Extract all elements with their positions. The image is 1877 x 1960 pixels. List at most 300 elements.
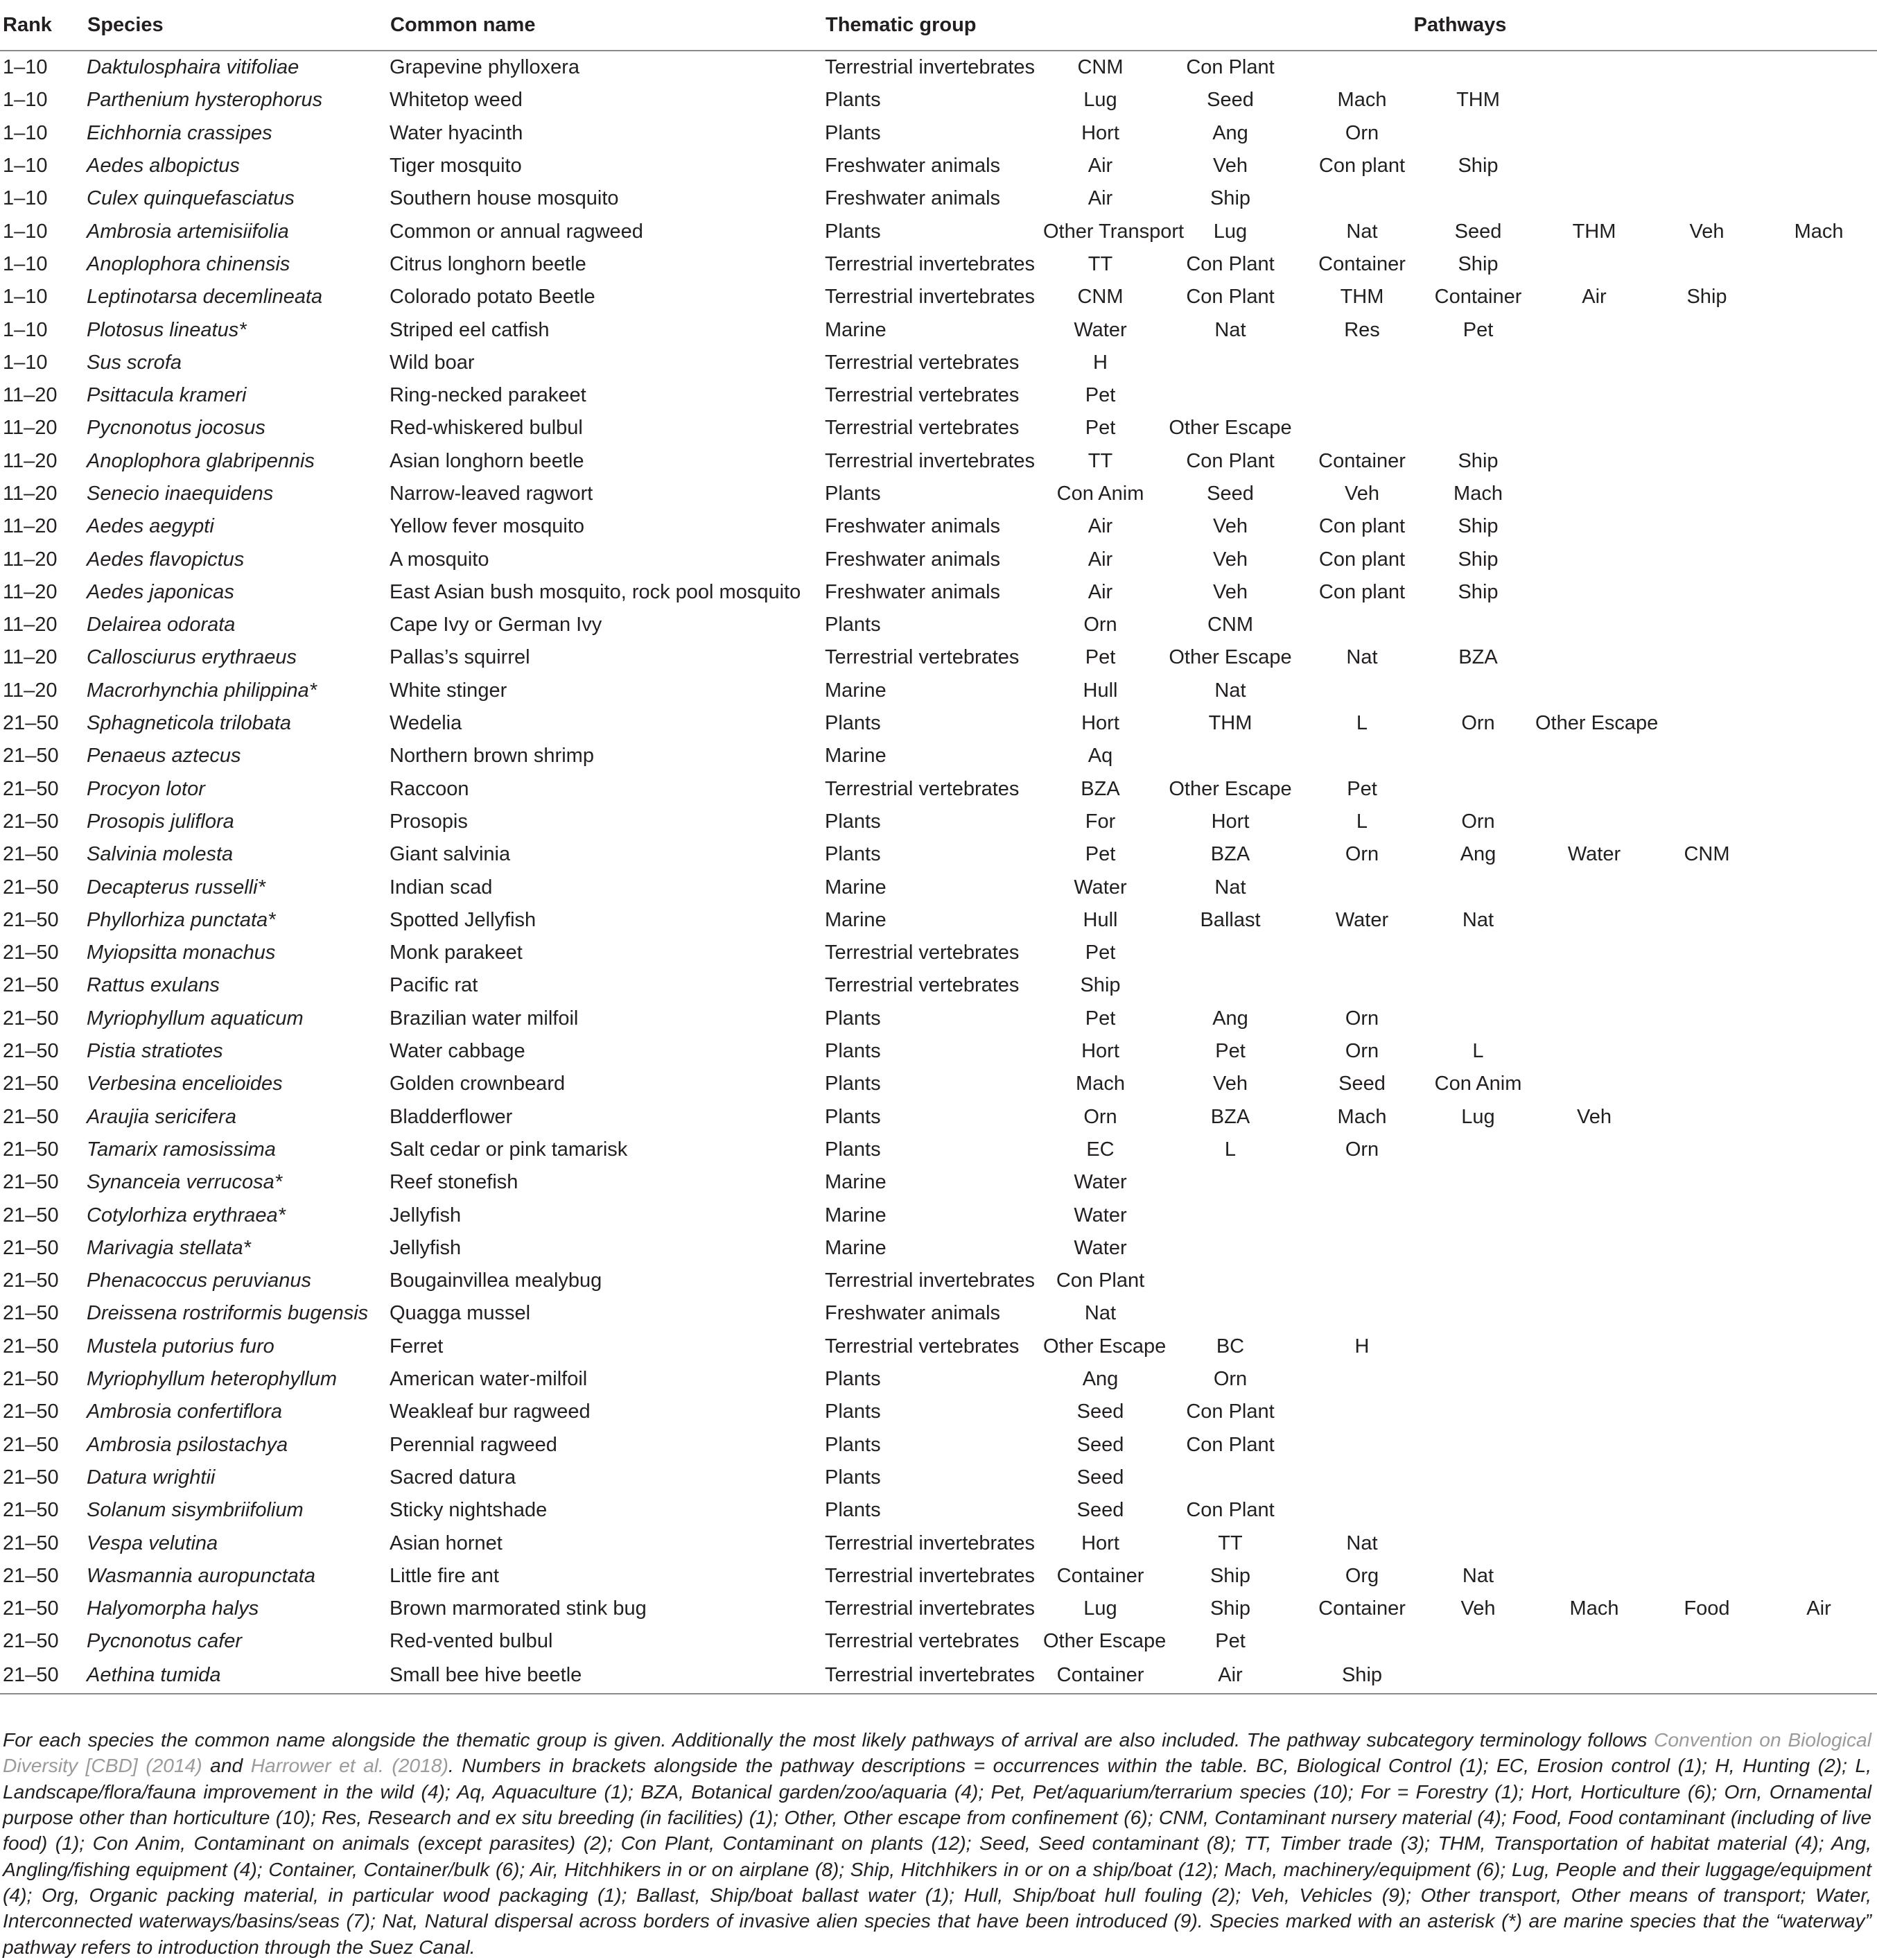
pathway-cell (1653, 1625, 1761, 1658)
pathway-cell (1761, 182, 1877, 215)
common-name-cell: Wedelia (390, 712, 462, 735)
pathway-cell: BZA (1081, 777, 1120, 800)
table-row (0, 117, 1877, 150)
pathway-cell: Hort (1211, 810, 1250, 833)
pathway-cell (1653, 773, 1761, 806)
pathway-cell (1761, 1494, 1877, 1527)
pathway-cell: BC (1216, 1335, 1245, 1358)
pathway-cell (1653, 1199, 1761, 1231)
pathway-cell: Nat (1462, 1564, 1494, 1587)
pathway-cell (1535, 740, 1653, 772)
rank-cell: 21–50 (3, 1499, 59, 1522)
rank-cell: 21–50 (3, 1040, 59, 1063)
pathway-cell: Org (1345, 1564, 1379, 1587)
species-cell: Decapterus russelli* (87, 876, 265, 899)
pathway-cell: Container (1434, 286, 1522, 309)
pathway-cell: CNM (1077, 286, 1124, 309)
thematic-group-cell: Plants (825, 89, 881, 112)
thematic-group-cell: Plants (825, 220, 881, 243)
pathway-cell: Con Plant (1056, 1269, 1145, 1292)
table-row (0, 51, 1877, 84)
pathway-cell: Con plant (1318, 548, 1406, 571)
thematic-group-cell: Marine (825, 745, 887, 767)
pathway-cell: CNM (1077, 56, 1124, 79)
pathway-cell (1761, 1527, 1877, 1559)
rank-cell: 21–50 (3, 1335, 59, 1358)
common-name-cell: Quagga mussel (390, 1302, 531, 1325)
rank-cell: 11–20 (3, 384, 58, 407)
common-name-cell: A mosquito (390, 548, 489, 571)
pathway-cell (1535, 675, 1653, 707)
pathway-cell: Orn (1083, 1105, 1117, 1128)
pathway-cell (1761, 1035, 1877, 1068)
common-name-cell: Red-whiskered bulbul (390, 417, 583, 440)
pathway-cell: Pet (1463, 318, 1494, 341)
pathway-cell (1535, 1462, 1653, 1494)
pathway-cell: TT (1088, 449, 1113, 472)
thematic-group-cell: Terrestrial vertebrates (825, 384, 1020, 407)
footnote-reference-link[interactable]: Convention on Biological Diversity [CBD] (2014) (3, 1728, 1871, 1777)
pathway-cell: Con plant (1318, 515, 1406, 538)
pathway-cell (1421, 675, 1535, 707)
pathway-cell (1535, 379, 1653, 412)
species-cell: Myriophyllum aquaticum (87, 1007, 304, 1030)
pathway-cell: Other Escape (1169, 777, 1292, 800)
pathway-cell: Lug (1461, 1105, 1495, 1128)
pathway-cell: Con Plant (1186, 1400, 1275, 1423)
species-cell: Solanum sisymbriifolium (87, 1499, 304, 1522)
pathway-cell (1761, 84, 1877, 116)
pathway-cell: Pet (1085, 646, 1116, 669)
pathway-cell: Hull (1083, 908, 1118, 931)
pathway-cell (1421, 773, 1535, 806)
pathway-cell (1653, 609, 1761, 641)
table-row (0, 1494, 1877, 1527)
thematic-group-cell: Terrestrial invertebrates (825, 56, 1035, 79)
common-name-cell: Southern house mosquito (390, 187, 619, 210)
thematic-group-cell: Plants (825, 1400, 881, 1423)
table-row (0, 1330, 1877, 1363)
pathway-cell (1535, 84, 1653, 116)
pathway-cell (1761, 871, 1877, 903)
common-name-cell: Indian scad (390, 876, 493, 899)
pathway-cell: Nat (1214, 679, 1246, 702)
pathway-cell (1535, 248, 1653, 281)
table-row (0, 773, 1877, 806)
species-cell: Callosciurus erythraeus (87, 646, 297, 669)
table-row (0, 1199, 1877, 1231)
table-row (0, 313, 1877, 346)
pathway-cell: Hull (1083, 679, 1118, 702)
pathway-cell (1421, 1199, 1535, 1231)
pathway-cell: CNM (1684, 843, 1730, 866)
table-header-row (0, 0, 1877, 51)
rank-cell: 21–50 (0, 1658, 87, 1694)
pathway-cell (1421, 937, 1535, 969)
rank-cell: 21–50 (3, 843, 59, 866)
pathway-cell (1158, 379, 1303, 412)
pathway-cell: Air (1158, 1658, 1303, 1694)
pathway-cell: Hort (1081, 1532, 1119, 1554)
pathway-cell (1653, 1166, 1761, 1199)
pathway-cell (1535, 445, 1653, 478)
species-cell: Wasmannia auropunctata (87, 1564, 315, 1587)
pathway-cell (1303, 1199, 1421, 1231)
rank-cell: 11–20 (3, 580, 58, 603)
thematic-group-cell: Terrestrial vertebrates (825, 1335, 1020, 1358)
pathway-cell: Orn (1345, 843, 1379, 866)
rank-cell: 21–50 (3, 876, 59, 899)
pathway-cell: THM (1340, 286, 1384, 309)
pathway-cell (1421, 1232, 1535, 1265)
pathway-cell: Ship (1210, 1597, 1251, 1620)
pathway-cell: Con Plant (1186, 56, 1275, 79)
thematic-group-cell: Terrestrial vertebrates (825, 942, 1020, 964)
rank-cell: 21–50 (3, 1073, 59, 1095)
pathway-cell: Other Escape (1169, 417, 1292, 440)
pathway-cell (1535, 117, 1653, 150)
table-row (0, 445, 1877, 478)
pathway-cell: Container (1318, 252, 1406, 275)
rank-cell: 21–50 (3, 942, 59, 964)
pathway-cell (1535, 1363, 1653, 1396)
common-name-cell: Ring-necked parakeet (390, 384, 586, 407)
pathway-cell: Ship (1686, 286, 1727, 309)
pathway-cell: Ang (1460, 843, 1496, 866)
pathway-cell (1761, 1625, 1877, 1658)
pathway-cell (1761, 1101, 1877, 1134)
header-pathways: Pathways (1043, 0, 1877, 51)
pathway-cell: Lug (1083, 1597, 1117, 1620)
species-cell: Araujia sericifera (87, 1105, 236, 1128)
pathway-cell (1653, 150, 1761, 182)
thematic-group-cell: Plants (825, 1466, 881, 1489)
pathway-cell: Nat (1346, 220, 1378, 243)
species-cell: Macrorhynchia philippina* (87, 679, 317, 702)
pathway-cell (1421, 1134, 1535, 1166)
table-row (0, 1527, 1877, 1559)
table-row (0, 1134, 1877, 1166)
rank-cell: 1–10 (3, 351, 48, 374)
pathway-cell: Pet (1085, 417, 1116, 440)
pathway-cell (1535, 871, 1653, 903)
table-row (0, 347, 1877, 379)
pathway-cell: Pet (1085, 1007, 1116, 1030)
pathway-cell: Air (1088, 155, 1113, 177)
species-cell: Pistia stratiotes (87, 1040, 223, 1063)
pathway-cell: Water (1335, 908, 1389, 931)
pathway-cell (1761, 1265, 1877, 1297)
pathway-cell: Air (1088, 548, 1113, 571)
common-name-cell: Narrow-leaved ragwort (390, 483, 593, 505)
species-cell: Datura wrightii (87, 1466, 216, 1489)
pathway-cell: Air (1806, 1597, 1831, 1620)
species-cell: Psittacula krameri (87, 384, 247, 407)
pathway-cell (1421, 969, 1535, 1002)
species-cell: Eichhornia crassipes (87, 121, 272, 144)
pathway-cell: H (1354, 1335, 1370, 1358)
thematic-group-cell: Marine (825, 1204, 887, 1226)
pathway-cell (1303, 871, 1421, 903)
pathway-cell (1303, 1625, 1421, 1658)
pathway-cell (1653, 412, 1761, 444)
species-cell: Delairea odorata (87, 614, 236, 636)
rank-cell: 21–50 (3, 974, 59, 997)
common-name-cell: White stinger (390, 679, 507, 702)
pathway-cell: Air (1088, 187, 1113, 210)
table-row (0, 1625, 1877, 1658)
rank-cell: 11–20 (3, 548, 58, 571)
pathway-cell (1421, 182, 1535, 215)
table-row (0, 1232, 1877, 1265)
pathway-cell (1653, 1068, 1761, 1100)
thematic-group-cell: Terrestrial invertebrates (825, 286, 1035, 309)
table-row (0, 1363, 1877, 1396)
pathway-cell (1535, 1297, 1653, 1330)
table-row (0, 1003, 1877, 1035)
pathway-cell (1761, 609, 1877, 641)
pathway-cell (1761, 1428, 1877, 1461)
common-name-cell: Grapevine phylloxera (390, 56, 580, 79)
pathway-cell (1303, 1363, 1421, 1396)
thematic-group-cell: Plants (825, 1073, 881, 1095)
pathway-cell (1653, 904, 1761, 937)
pathway-cell: Seed (1076, 1433, 1124, 1456)
pathway-cell: Veh (1460, 1597, 1496, 1620)
rank-cell: 21–50 (3, 1532, 59, 1554)
pathway-cell (1761, 1462, 1877, 1494)
common-name-cell: Giant salvinia (390, 843, 511, 866)
pathway-cell (1653, 937, 1761, 969)
common-name-cell: Northern brown shrimp (390, 745, 594, 767)
pathway-cell: Orn (1461, 810, 1495, 833)
pathway-cell (1653, 1035, 1761, 1068)
thematic-group-cell: Freshwater animals (825, 1302, 1001, 1325)
rank-cell: 21–50 (3, 1466, 59, 1489)
species-cell: Vespa velutina (87, 1532, 218, 1554)
pathway-cell: Orn (1083, 614, 1117, 636)
pathway-cell (1653, 1134, 1761, 1166)
pathway-cell (1535, 1134, 1653, 1166)
rank-cell: 21–50 (3, 1138, 59, 1161)
pathway-cell: Aq (1088, 745, 1113, 767)
pathway-cell (1535, 1330, 1653, 1363)
pathway-cell (1653, 1428, 1761, 1461)
pathway-cell: Container (1056, 1564, 1144, 1587)
pathway-cell: Mach (1076, 1073, 1125, 1095)
pathway-cell: BZA (1210, 843, 1250, 866)
pathway-cell: Pet (1215, 1630, 1246, 1653)
pathway-cell (1421, 1297, 1535, 1330)
pathway-cell: THM (1572, 220, 1616, 243)
pathway-cell (1761, 1166, 1877, 1199)
pathway-cell: Other Escape (1043, 1335, 1167, 1358)
rank-cell: 1–10 (3, 318, 48, 341)
pathway-cell (1535, 1560, 1653, 1593)
species-cell: Halyomorpha halys (87, 1597, 259, 1620)
table-row (0, 1396, 1877, 1428)
pathway-cell: Ship (1458, 515, 1499, 538)
pathway-cell (1158, 1462, 1303, 1494)
pathway-cell: Con Plant (1186, 449, 1275, 472)
common-name-cell: Yellow fever mosquito (390, 515, 585, 538)
pathway-cell: Other Transport (1043, 220, 1185, 243)
pathway-cell (1761, 117, 1877, 150)
pathway-cell (1761, 281, 1877, 313)
pathway-cell: Ship (1303, 1658, 1421, 1694)
pathway-cell: Orn (1345, 1138, 1379, 1161)
thematic-group-cell: Plants (825, 1007, 881, 1030)
pathway-cell: Water (1074, 318, 1127, 341)
species-cell: Aedes albopictus (87, 155, 240, 177)
rank-cell: 1–10 (3, 286, 48, 309)
species-cell: Procyon lotor (87, 777, 205, 800)
thematic-group-cell: Plants (825, 843, 881, 866)
table-row (0, 510, 1877, 543)
table-row (0, 543, 1877, 575)
pathway-cell (1535, 1199, 1653, 1231)
rank-cell: 21–50 (3, 1204, 59, 1226)
pathway-cell (1303, 379, 1421, 412)
table-row (0, 904, 1877, 937)
pathway-cell (1761, 51, 1877, 84)
rank-cell: 11–20 (3, 614, 58, 636)
rank-cell: 1–10 (3, 155, 48, 177)
pathway-cell (1653, 347, 1761, 379)
pathway-cell (1653, 1363, 1761, 1396)
pathway-cell (1653, 641, 1761, 674)
thematic-group-cell: Terrestrial vertebrates (825, 777, 1020, 800)
pathway-cell (1761, 1658, 1877, 1694)
pathway-cell (1303, 51, 1421, 84)
pathway-cell (1535, 1625, 1653, 1658)
common-name-cell: Bladderflower (390, 1105, 513, 1128)
species-cell: Aethina tumida (87, 1658, 390, 1694)
thematic-group-cell: Marine (825, 876, 887, 899)
table-row (0, 182, 1877, 215)
rank-cell: 21–50 (3, 1171, 59, 1194)
pathway-cell: Nat (1214, 318, 1246, 341)
common-name-cell: East Asian bush mosquito, rock pool mosquito (390, 580, 801, 603)
common-name-cell: Pallas’s squirrel (390, 646, 530, 669)
species-cell: Synanceia verrucosa* (87, 1171, 283, 1194)
pathway-cell (1535, 1428, 1653, 1461)
pathway-cell: Seed (1076, 1499, 1124, 1522)
pathway-cell (1653, 707, 1761, 740)
footnote-reference-link[interactable]: Harrower et al. (2018) (250, 1754, 448, 1777)
pathway-cell: Veh (1213, 580, 1248, 603)
table-row (0, 379, 1877, 412)
pathway-cell (1761, 773, 1877, 806)
rank-cell: 21–50 (3, 1007, 59, 1030)
species-cell: Rattus exulans (87, 974, 220, 997)
common-name-cell: Monk parakeet (390, 942, 523, 964)
pathway-cell: Hort (1081, 712, 1119, 735)
thematic-group-cell: Freshwater animals (825, 187, 1001, 210)
species-cell: Dreissena rostriformis bugensis (87, 1302, 369, 1325)
species-cell: Anoplophora chinensis (87, 252, 290, 275)
species-cell: Phenacoccus peruvianus (87, 1269, 312, 1292)
pathway-cell: Other Escape (1169, 646, 1292, 669)
pathway-cell: Food (1684, 1597, 1730, 1620)
thematic-group-cell: Marine (825, 679, 887, 702)
common-name-cell: Pacific rat (390, 974, 478, 997)
pathway-cell: Air (1582, 286, 1607, 309)
pathway-cell: THM (1208, 712, 1252, 735)
pathway-cell (1761, 150, 1877, 182)
species-cell: Sphagneticola trilobata (87, 712, 292, 735)
rank-cell: 21–50 (3, 1236, 59, 1259)
table-row (0, 1068, 1877, 1100)
species-cell: Anoplophora glabripennis (87, 449, 315, 472)
pathway-cell (1761, 1134, 1877, 1166)
common-name-cell: Golden crownbeard (390, 1073, 566, 1095)
thematic-group-cell: Plants (825, 1433, 881, 1456)
common-name-cell: Colorado potato Beetle (390, 286, 595, 309)
pathway-cell: Ship (1458, 548, 1499, 571)
table-body (0, 51, 1877, 1694)
common-name-cell: Salt cedar or pink tamarisk (390, 1138, 628, 1161)
pathway-cell: Seed (1207, 483, 1254, 505)
pathway-cell (1303, 609, 1421, 641)
pathway-cell: Veh (1213, 548, 1248, 571)
pathway-cell: Water (1074, 1204, 1127, 1226)
pathway-cell (1303, 937, 1421, 969)
pathway-cell: Orn (1461, 712, 1495, 735)
common-name-cell: Striped eel catfish (390, 318, 550, 341)
table-row (0, 641, 1877, 674)
pathway-cell (1535, 1396, 1653, 1428)
pathway-cell (1535, 510, 1653, 543)
pathway-cell (1761, 478, 1877, 510)
table-row (0, 215, 1877, 248)
rank-cell: 21–50 (3, 908, 59, 931)
pathway-cell (1761, 707, 1877, 740)
rank-cell: 1–10 (3, 56, 48, 79)
rank-cell: 21–50 (3, 810, 59, 833)
pathway-cell: Mach (1453, 483, 1503, 505)
table-row (0, 1035, 1877, 1068)
species-cell: Ambrosia confertiflora (87, 1400, 283, 1423)
pathway-cell (1653, 1101, 1761, 1134)
pathway-cell: Veh (1345, 483, 1379, 505)
header-common-name: Common name (390, 0, 825, 51)
table-row (0, 281, 1877, 313)
species-cell: Aedes aegypti (87, 515, 214, 538)
pathway-cell (1653, 478, 1761, 510)
pathway-cell (1421, 1494, 1535, 1527)
pathway-cell (1653, 675, 1761, 707)
pathway-cell: Con Plant (1186, 286, 1275, 309)
species-cell: Penaeus aztecus (87, 745, 241, 767)
common-name-cell: Water hyacinth (390, 121, 523, 144)
common-name-cell: Raccoon (390, 777, 469, 800)
table-row (0, 1101, 1877, 1134)
pathway-cell: Orn (1213, 1368, 1248, 1391)
pathway-cell: Seed (1207, 89, 1254, 112)
pathway-cell: Other Escape (1535, 712, 1659, 735)
common-name-cell: Water cabbage (390, 1040, 525, 1063)
pathway-cell (1535, 182, 1653, 215)
pathway-cell (1421, 1265, 1535, 1297)
pathway-cell (1653, 117, 1761, 150)
common-name-cell: Spotted Jellyfish (390, 908, 536, 931)
rank-cell: 1–10 (3, 252, 48, 275)
rank-cell: 1–10 (3, 89, 48, 112)
species-cell: Mustela putorius furo (87, 1335, 274, 1358)
pathway-cell: Ballast (1200, 908, 1261, 931)
pathway-cell: Orn (1345, 1007, 1379, 1030)
